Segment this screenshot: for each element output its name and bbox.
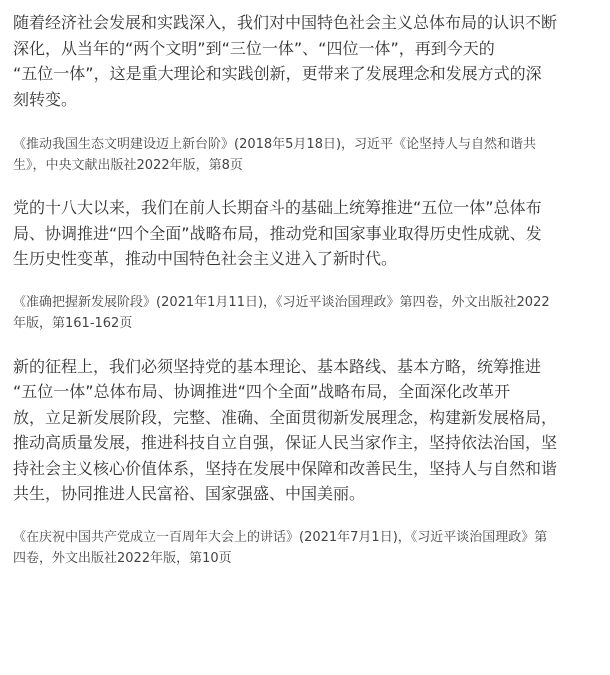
citation-line: 《推动我国生态文明建设迈上新台阶》(2018年5月18日)，习近平《论坚持人与自然和谐共 — [13, 137, 537, 152]
citation-line: 《准确把握新发展阶段》(2021年1月11日)，《习近平谈治国理政》第四卷，外文出版社2022 — [13, 294, 550, 310]
paragraph-line: 放，立足新发展阶段，完整、准确、全面贯彻新发展理念，构建新发展格局， — [13, 407, 558, 427]
paragraph-line: 推动高质量发展，推进科技自立自强，保证人民当家作主，坚持依法治国，坚 — [13, 433, 558, 452]
paragraph-line: “五位一体”，这是重大理论和实践创新，更带来了发展理念和发展方式的深 — [13, 64, 542, 83]
paragraph-line: 持社会主义核心价值体系，坚持在发展中保障和改善民生，坚持人与自然和谐 — [13, 458, 558, 478]
paragraph-line: 党的十八大以来，我们在前人长期奋斗的基础上统筹推进“五位一体”总体布 — [13, 198, 542, 217]
paragraph-line: 随着经济社会发展和实践深入，我们对中国特色社会主义总体布局的认识不断 — [13, 13, 558, 32]
quote-paragraph-1 — [13, 10, 600, 112]
quote-paragraph-3 — [13, 354, 600, 507]
paragraph-line: 深化，从当年的“两个文明”到“三位一体”、“四位一体”，再到今天的 — [13, 38, 495, 58]
paragraph-line: 新的征程上，我们必须坚持党的基本理论、基本路线、基本方略，统筹推进 — [13, 356, 542, 376]
paragraph-line: 生历史性变革，推动中国特色社会主义进入了新时代。 — [13, 249, 398, 268]
paragraph-line: “五位一体”总体布局、协调推进“四个全面”战略布局，全面深化改革开 — [13, 382, 511, 401]
paragraph-line: 共生，协同推进人民富裕、国家强盛、中国美丽。 — [13, 484, 366, 503]
citation-1 — [13, 134, 600, 176]
citation-line: 四卷，外文出版社2022年版，第10页 — [13, 550, 232, 566]
citation-line: 年版，第161-162页 — [13, 315, 133, 331]
citation-2 — [13, 292, 600, 334]
paragraph-line: 局、协调推进“四个全面”战略布局，推动党和国家事业取得历史性成就、发 — [13, 223, 542, 243]
citation-3 — [13, 527, 600, 569]
citation-line: 《在庆祝中国共产党成立一百周年大会上的讲话》(2021年7月1日)，《习近平谈治国理政》第 — [13, 529, 548, 545]
quote-paragraph-2 — [13, 195, 600, 272]
paragraph-line: 刻转变。 — [13, 89, 78, 109]
citation-line: 生》，中央文献出版社2022年版，第8页 — [13, 158, 243, 173]
